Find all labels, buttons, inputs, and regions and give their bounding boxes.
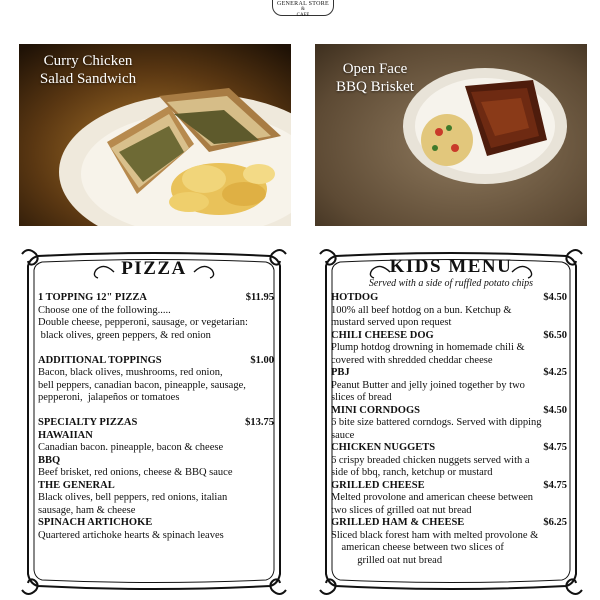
menu-item-name: HOTDOG [331,292,379,303]
menu-item-name: CHILI CHEESE DOG [331,329,434,341]
menu-item-description: Quartered artichoke hearts & spinach leaves [38,529,224,541]
menu-item-name: GRILLED HAM & CHEESE [331,517,465,528]
menu-item-row [38,430,274,443]
photo-caption-right [325,60,425,96]
caption-line: Open Face [342,61,408,77]
menu-item-price: $11.95 [245,292,274,303]
menu-item-description: american cheese between two slices of [331,542,504,553]
menu-item-name: BBQ [38,454,61,466]
photo-caption-left [33,52,143,88]
menu-item-name: HAWAIIAN [38,429,93,441]
menu-item-row [331,330,567,343]
menu-item-description: Plump hotdog drowning in homemade chili & [331,342,525,353]
menu-item-name: THE GENERAL [38,479,115,491]
menu-item-description: Peanut Butter and jelly joined together by two [331,379,525,391]
menu-item-name: SPECIALTY PIZZAS [38,417,138,428]
kids-menu-board [316,244,586,600]
menu-item-description: Double cheese, pepperoni, sausage, or vegetarian: [38,317,248,328]
menu-item-price: $4.50 [543,292,567,303]
caption-line: BBQ Brisket [336,79,414,95]
kids-menu-title: KIDS MENU [389,256,513,277]
menu-item-price: $4.75 [543,479,567,491]
menu-item-description: Canadian bacon. pineapple, bacon & cheese [38,442,224,453]
menu-item-description: two slices of grilled oat nut bread [331,504,472,516]
menu-item-description: mustard served upon request [331,317,452,328]
pizza-title: PIZZA [121,258,187,279]
spacer [38,342,274,355]
menu-item-price: $4.50 [543,404,567,416]
menu-item-row [331,442,567,455]
menu-item-description: sausage, ham & cheese [38,504,136,516]
menu-item-description: Sliced black forest ham with melted provolone & [331,529,539,541]
menu-item-description: slices of bread [331,392,392,403]
menu-item-description: 6 bite size battered corndogs. Served with dipping [331,417,542,428]
menu-item-row [38,455,274,468]
menu-item-row [331,517,567,530]
menu-item-description: side of bbq, ranch, ketchup or mustard [331,467,493,478]
menu-item-description: Melted provolone and american cheese between [331,492,534,503]
caption-line: Salad Sandwich [39,71,137,87]
menu-item-row [38,517,274,530]
kids-items-list [331,292,567,567]
menu-item-description: Bacon, black olives, mushrooms, red onion, [38,367,223,378]
kids-menu-subtitle: Served with a side of ruffled potato chips [368,278,534,289]
menu-item-description: black olives, green peppers, & red onion [38,329,211,341]
menu-item-row [331,367,567,380]
caption-line: Curry Chicken [43,53,133,69]
menu-item-name: MINI CORNDOGS [331,404,420,416]
store-logo [272,0,334,16]
menu-item-row [331,292,567,305]
menu-item-price: $6.50 [543,329,567,341]
spacer [38,405,274,418]
menu-item-price: $13.75 [245,417,274,428]
menu-item-price: $1.00 [250,354,274,366]
menu-item-row [38,417,274,430]
menu-item-row [331,480,567,493]
photo-curry-chicken-sandwich [19,44,291,226]
menu-item-description: sauce [331,429,355,441]
logo-text-cafe: CAFE [296,13,310,18]
menu-item-name: ADDITIONAL TOPPINGS [38,354,162,366]
menu-item-row [38,355,274,368]
menu-item-description: pepperoni, jalapeños or tomatoes [38,392,180,403]
menu-item-name: PBJ [331,367,350,378]
menu-item-price: $4.25 [543,367,567,378]
menu-item-name: 1 TOPPING 12" PIZZA [38,292,147,303]
photo-bbq-brisket [315,44,587,226]
logo-text-general-store: GENERAL STORE [276,1,330,7]
menu-item-description: Choose one of the following..... [38,304,171,316]
menu-item-description: 6 crispy breaded chicken nuggets served with a [331,454,530,466]
menu-item-description: Black olives, bell peppers, red onions, italian [38,492,228,503]
pizza-items-list [38,292,274,542]
menu-item-name: CHICKEN NUGGETS [331,442,436,453]
menu-item-price: $6.25 [543,517,567,528]
menu-item-row [38,480,274,493]
menu-item-name: SPINACH ARTICHOKE [38,517,153,528]
menu-item-price: $4.75 [543,442,567,453]
menu-item-description: covered with shredded cheddar cheese [331,354,493,366]
menu-item-description: bell peppers, canadian bacon, pineapple, sausage, [38,379,246,391]
menu-item-description: Beef brisket, red onions, cheese & BBQ sauce [38,467,233,478]
pizza-menu-board [18,244,290,600]
menu-item-description: grilled oat nut bread [331,554,443,566]
menu-item-name: GRILLED CHEESE [331,479,425,491]
menu-item-description: 100% all beef hotdog on a bun. Ketchup & [331,304,512,316]
menu-item-row [38,292,274,305]
logo-text-ampersand: & [301,7,305,12]
menu-item-row [331,405,567,418]
